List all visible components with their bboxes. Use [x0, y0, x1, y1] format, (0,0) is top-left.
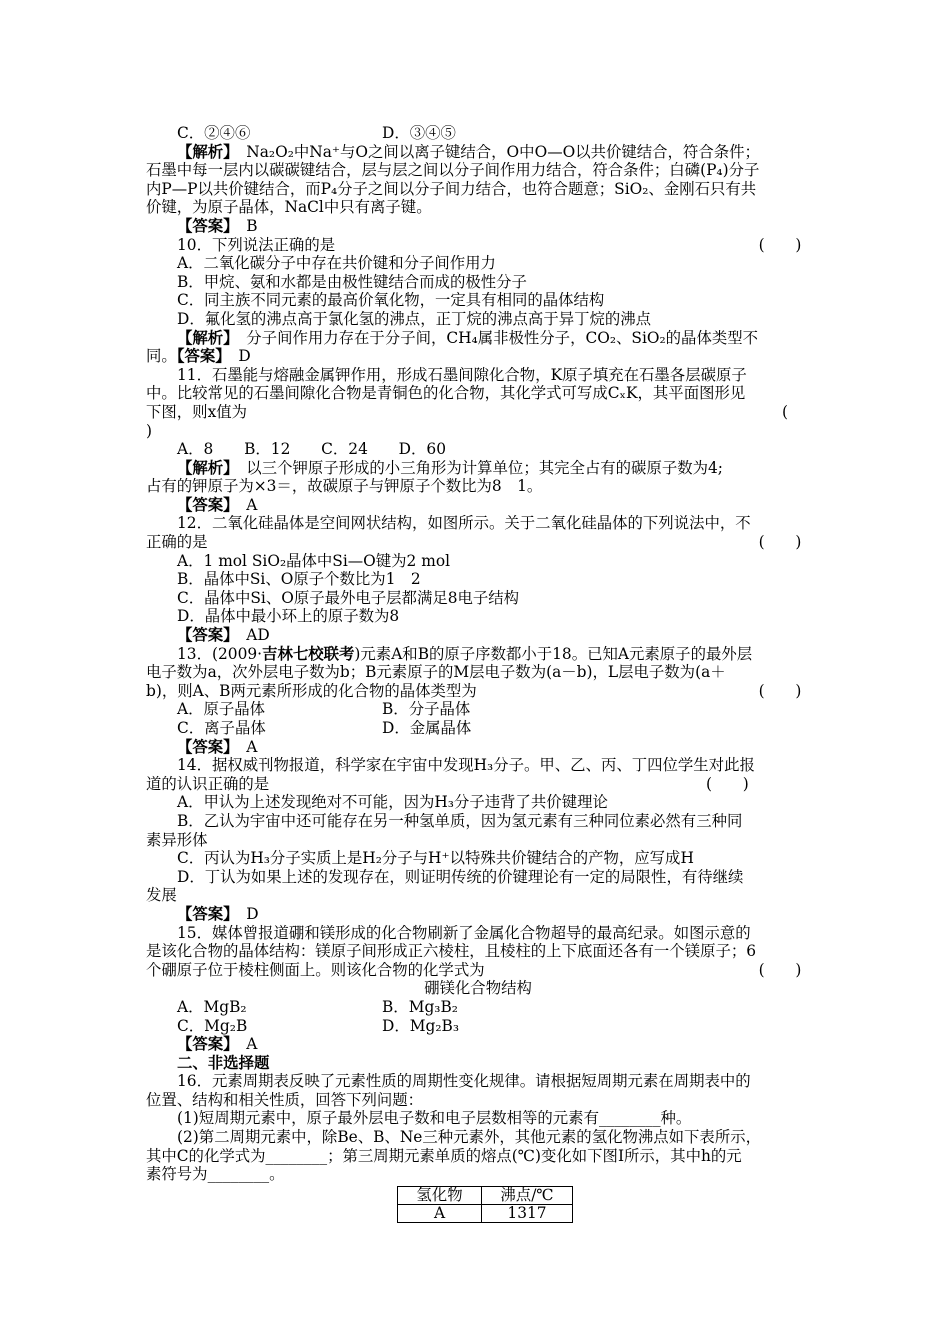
q14-option-d-line1: D．丁认为如果上述的发现存在，则证明传统的价键理论有一定的局限性，有待继续 [177, 867, 744, 886]
table-header-cell: 沸点/℃ [482, 1186, 573, 1204]
q15-line3 [146, 961, 810, 980]
analysis-tag: 【解析】 [177, 458, 231, 477]
table-header-cell: 氢化物 [398, 1186, 482, 1204]
answer-value: D [238, 347, 251, 366]
answer-value: A [246, 737, 258, 756]
q11-analysis-line2: 占有的钾原子为×3＝，故碳原子与钾原子个数比为8 1。 [146, 477, 543, 496]
q11-analysis-line1 [146, 459, 810, 478]
q10-stem [146, 236, 810, 255]
analysis-tag: 【解析】 [177, 142, 231, 161]
answer-paren: ( ) [758, 681, 802, 700]
question-text: )元素A和B的原子序数都小于18。已知A元素原子的最外层 [354, 644, 753, 663]
answer-tag: 【答案】 [177, 904, 231, 923]
question-text: 下图，则x值为 [146, 402, 248, 421]
q10-option-a: A．二氧化碳分子中存在共价键和分子间作用力 [177, 254, 496, 273]
answer-tag: 【答案】 [177, 626, 231, 645]
q12-answer [146, 626, 810, 645]
q15-line1: 15．媒体曾报道硼和镁形成的化合物刷新了金属化合物超导的最高纪录。如图示意的 [177, 923, 751, 942]
q14-option-c: C．丙认为H₃分子实质上是H₂分子与H⁺以特殊共价键结合的产物，应写成H [177, 849, 694, 868]
q12-option-b: B．晶体中Si、O原子个数比为1 2 [177, 570, 421, 589]
q10-analysis-line2 [146, 347, 810, 366]
answer-paren: ( [781, 402, 788, 421]
q11-answer [146, 496, 810, 515]
option-c: C．离子晶体 [177, 719, 266, 737]
q15-figure-caption: 硼镁化合物结构 [424, 979, 532, 998]
q11-line2: 中。比较常见的石墨间隙化合物是青铜色的化合物，其化学式可写成CₓK，其平面图形见 [146, 384, 746, 403]
q14-line2 [146, 775, 810, 794]
q14-answer [146, 905, 810, 924]
source-label: 吉林七校联考 [262, 644, 355, 663]
q9-analysis-line1 [146, 143, 810, 162]
q9-answer [146, 217, 810, 236]
answer-paren: ( ) [758, 533, 802, 552]
q16-part2-line1: (2)第二周期元素中，除Be、B、Ne三种元素外，其他元素的氢化物沸点如下表所示， [177, 1128, 761, 1147]
q10-option-b: B．甲烷、氨和水都是由极性键结合而成的极性分子 [177, 272, 527, 291]
q12-line2 [146, 533, 810, 552]
q14-option-d-line2: 发展 [146, 886, 177, 905]
q14-option-a: A．甲认为上述发现绝对不可能，因为H₃分子违背了共价键理论 [177, 793, 608, 812]
answer-paren: ( ) [758, 235, 802, 254]
answer-tag: 【答案】 [176, 347, 223, 366]
question-text: 正确的是 [146, 533, 208, 552]
answer-paren: ( ) [706, 774, 749, 793]
q13-options-ab [146, 700, 810, 719]
answer-paren: ( ) [758, 960, 802, 979]
q16-part1: (1)短周期元素中，原子最外层电子数和电子层数相等的元素有________种。 [177, 1109, 692, 1128]
q11-line1: 11．石墨能与熔融金属钾作用，形成石墨间隙化合物，K原子填充在石墨各层碳原子 [177, 365, 747, 384]
analysis-text: Na₂O₂中Na⁺与O之间以离子键结合，O中O—O以共价键结合，符合条件； [246, 142, 760, 161]
question-text: b)，则A、B两元素所形成的化合物的晶体类型为 [146, 681, 477, 700]
q13-answer [146, 738, 810, 757]
q13-line2: 电子数为a，次外层电子数为b；B元素原子的M层电子数为(a－b)，L层电子数为(a＋ [146, 663, 726, 682]
table-header-row [398, 1186, 573, 1204]
q16-part2-line3: 素符号为________。 [146, 1165, 285, 1184]
table-cell: A [398, 1204, 482, 1222]
option-a: A．原子晶体 [177, 700, 266, 719]
table-row [398, 1204, 573, 1222]
q12-line1: 12．二氧化硅晶体是空间网状结构，如图所示。关于二氧化硅晶体的下列说法中，不 [177, 514, 751, 533]
q14-option-b-line1: B．乙认为宇宙中还可能存在另一种氢单质，因为氢元素有三种同位素必然有三种同 [177, 811, 743, 830]
q15-options-cd [146, 1017, 810, 1036]
option-a: A．MgB₂ [177, 997, 247, 1016]
document-page [146, 124, 810, 1223]
answer-value: B [246, 216, 258, 235]
q15-line2: 是该化合物的晶体结构：镁原子间形成正六棱柱，且棱柱的上下底面还各有一个镁原子；6 [146, 942, 757, 961]
q10-analysis-line1 [146, 329, 810, 348]
question-text: 个硼原子位于棱柱侧面上。则该化合物的化学式为 [146, 960, 485, 979]
option-b: B．Mg₃B₂ [382, 997, 458, 1016]
question-text: 道的认识正确的是 [146, 774, 270, 793]
analysis-text: 同。 [146, 347, 177, 366]
q11-line4: ) [146, 421, 153, 440]
q12-option-a: A．1 mol SiO₂晶体中Si—O键为2 mol [177, 551, 451, 570]
q9-analysis-line2: 石墨中每一层内以碳碳键结合，层与层之间以分子间作用力结合，符合条件；白磷(P₄)分子 [146, 161, 760, 180]
q11-line3 [146, 403, 810, 422]
answer-value: D [246, 904, 259, 923]
q13-line3 [146, 682, 810, 701]
table-cell: 1317 [482, 1204, 573, 1222]
q14-line1: 14．据权威刊物报道，科学家在宇宙中发现H₃分子。甲、乙、丙、丁四位学生对此报 [177, 756, 755, 775]
option-d: D．Mg₂B₃ [382, 1016, 459, 1035]
option-c: C．Mg₂B [177, 1016, 248, 1035]
answer-tag: 【答案】 [177, 1035, 231, 1054]
answer-tag: 【答案】 [177, 495, 231, 514]
q10-option-c: C．同主族不同元素的最高价氧化物，一定具有相同的晶体结构 [177, 291, 605, 310]
answer-value: A [246, 495, 258, 514]
q14-option-b-line2: 素异形体 [146, 830, 208, 849]
q12-option-d: D．晶体中最小环上的原子数为8 [177, 607, 400, 626]
hydride-boiling-point-table [397, 1186, 573, 1223]
question-text: 10．下列说法正确的是 [177, 235, 336, 254]
q9-option-c: C．②④⑥ [177, 124, 251, 142]
q9-analysis-line4: 价键，为原子晶体，NaCl中只有离子键。 [146, 198, 432, 217]
analysis-text: 分子间作用力存在于分子间，CH₄属非极性分子，CO₂、SiO₂的晶体类型不 [246, 328, 759, 347]
question-text: 13．(2009· [177, 644, 263, 663]
q12-option-c: C．晶体中Si、O原子最外电子层都满足8电子结构 [177, 588, 520, 607]
q16-part2-line2: 其中C的化学式为________；第三周期元素单质的熔点(℃)变化如下图Ⅰ所示，其中h的元 [146, 1146, 742, 1165]
q13-options-cd [146, 719, 810, 738]
analysis-text: 以三个钾原子形成的小三角形为计算单位；其完全占有的碳原子数为4; [246, 458, 723, 477]
answer-value: A [246, 1035, 258, 1054]
answer-tag: 【答案】 [177, 216, 231, 235]
q9-option-d: D．③④⑤ [382, 124, 456, 142]
option-d: D．金属晶体 [382, 719, 472, 737]
q16-line1: 16．元素周期表反映了元素性质的周期性变化规律。请根据短周期元素在周期表中的 [177, 1072, 751, 1091]
q13-line1 [146, 645, 810, 664]
q15-answer [146, 1035, 810, 1054]
q11-options: A．8 B．12 C．24 D．60 [177, 440, 446, 459]
analysis-tag: 【解析】 [177, 328, 231, 347]
q9-options-cd [146, 124, 810, 143]
q15-options-ab [146, 998, 810, 1017]
option-b: B．分子晶体 [382, 700, 471, 719]
q16-line2: 位置、结构和相关性质，回答下列问题： [146, 1090, 424, 1109]
section-title: 二、非选择题 [177, 1053, 270, 1072]
answer-tag: 【答案】 [177, 737, 231, 756]
q10-option-d: D．氟化氢的沸点高于氯化氢的沸点，正丁烷的沸点高于异丁烷的沸点 [177, 309, 652, 328]
q9-analysis-line3: 内P—P以共价键结合，而P₄分子之间以分子间力结合，也符合题意；SiO₂、金刚石只有共 [146, 179, 757, 198]
answer-value: AD [246, 626, 270, 645]
